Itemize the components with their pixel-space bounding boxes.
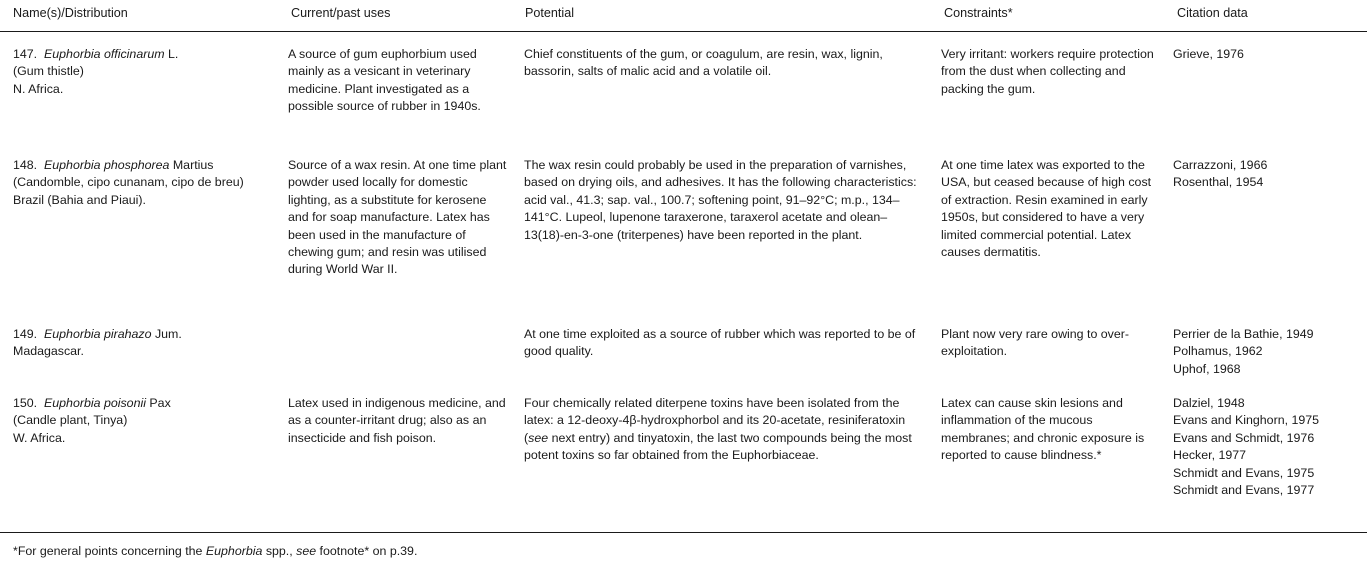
species-authority: L.: [168, 47, 179, 61]
footnote-genus: Euphorbia: [205, 544, 263, 558]
potential-cell: The wax resin could probably be used in the preparation of varnishes, based on drying oils, and adhesives. It has the following characteristics: acid val., 41.3; sap. val., 100.7; softening point, 91–92°C; m.p., 134–141°C. Lupeol, lupenone taraxerone, taraxerol acetate and olean–13(18)-en-3-one (triterpenes) have been reported in the plant.: [524, 158, 917, 242]
potential-cell: At one time exploited as a source of rubber which was reported to be of good quality.: [524, 327, 916, 359]
entry-number: 149.: [13, 327, 38, 341]
citation: Uphof, 1968: [1173, 361, 1241, 376]
name-distribution-cell: [13, 157, 275, 209]
species-name: Euphorbia officinarum: [44, 47, 165, 61]
species-authority: Martius: [172, 158, 214, 172]
citation: Schmidt and Evans, 1977: [1173, 483, 1315, 498]
entry-number: 150.: [13, 396, 38, 410]
common-name: (Candle plant, Tinya): [13, 413, 128, 428]
header-rule: [0, 31, 1367, 32]
footnote-see: see: [296, 544, 317, 558]
name-distribution-cell: [13, 326, 275, 361]
citation: Polhamus, 1962: [1173, 344, 1263, 359]
header-constraints: Constraints*: [944, 6, 1013, 20]
citation: Schmidt and Evans, 1975: [1173, 465, 1315, 480]
header-name-distribution: Name(s)/Distribution: [13, 6, 128, 20]
header-current-uses: Current/past uses: [291, 6, 391, 20]
citation-cell: [1173, 46, 1367, 63]
name-distribution-cell: [13, 395, 275, 447]
footnote-text: *For general points concerning the: [13, 544, 206, 558]
header-citation-data: Citation data: [1177, 6, 1248, 20]
distribution: Brazil (Bahia and Piaui).: [13, 192, 146, 207]
constraints-cell: Latex can cause skin lesions and inflammation of the mucous membranes; and chronic exposure is reported to cause blindness.*: [941, 396, 1145, 463]
constraints-cell: At one time latex was exported to the USA, but ceased because of high cost of extraction. Resin examined in early 1950s, but considered to have a very limited commercial potential. Latex causes dermatitis.: [941, 158, 1152, 260]
potential-text-cont: next entry) and tinyatoxin, the last two compounds being the most potent toxins so far obtained from the Euphorbiaceae.: [524, 430, 912, 463]
citation: Evans and Kinghorn, 1975: [1173, 413, 1320, 428]
distribution: Madagascar.: [13, 344, 84, 359]
table-bottom-rule: [0, 532, 1367, 533]
distribution: N. Africa.: [13, 81, 64, 96]
citation: Perrier de la Bathie, 1949: [1173, 327, 1314, 341]
citation: Carrazzoni, 1966: [1173, 158, 1268, 172]
potential-text: Four chemically related diterpene toxins have been isolated from the latex: a 12-deoxy-4β-hydroxphorbol and its 20-acetate, resiniferatoxin (: [524, 396, 906, 445]
distribution: W. Africa.: [13, 430, 66, 445]
citation: Hecker, 1977: [1173, 448, 1247, 463]
species-name: Euphorbia poisonii: [44, 396, 146, 410]
potential-cell: [524, 395, 919, 465]
citation-cell: [1173, 326, 1367, 378]
footnote: [13, 543, 417, 560]
uses-cell: A source of gum euphorbium used mainly as a vesicant in veterinary medicine. Plant investigated as a possible source of rubber in 1940s.: [288, 47, 481, 114]
uses-cell: Source of a wax resin. At one time plant powder used locally for domestic lighting, as a substitute for kerosene and for soap manufacture. Latex has been used in the manufacture of chewing gum; and resin was utilised during World War II.: [288, 158, 507, 277]
species-name: Euphorbia phosphorea: [44, 158, 170, 172]
species-authority: Jum.: [154, 327, 182, 341]
common-name: (Candomble, cipo cunanam, cipo de breu): [13, 175, 244, 190]
entry-number: 147.: [13, 47, 38, 61]
uses-cell: Latex used in indigenous medicine, and as a counter-irritant drug; also as an insecticide and fish poison.: [288, 396, 506, 445]
footnote-text-end: footnote* on p.39.: [316, 544, 418, 558]
potential-cell: Chief constituents of the gum, or coagulum, are resin, wax, lignin, bassorin, salts of malic acid and a volatile oil.: [524, 47, 883, 79]
constraints-cell: Plant now very rare owing to over-exploitation.: [941, 327, 1130, 359]
entry-number: 148.: [13, 158, 38, 172]
constraints-cell: Very irritant: workers require protection from the dust when collecting and packing the gum.: [941, 47, 1154, 96]
citation-cell: [1173, 157, 1367, 192]
citation: Grieve, 1976: [1173, 47, 1244, 61]
footnote-text-mid: spp.,: [262, 544, 297, 558]
citation-cell: [1173, 395, 1367, 499]
common-name: (Gum thistle): [13, 64, 84, 79]
name-distribution-cell: [13, 46, 275, 98]
potential-see: see: [528, 430, 549, 445]
species-authority: Pax: [149, 396, 171, 410]
citation: Evans and Schmidt, 1976: [1173, 430, 1315, 445]
species-name: Euphorbia pirahazo: [44, 327, 152, 341]
header-potential: Potential: [525, 6, 575, 20]
citation: Dalziel, 1948: [1173, 396, 1245, 410]
citation: Rosenthal, 1954: [1173, 175, 1264, 190]
